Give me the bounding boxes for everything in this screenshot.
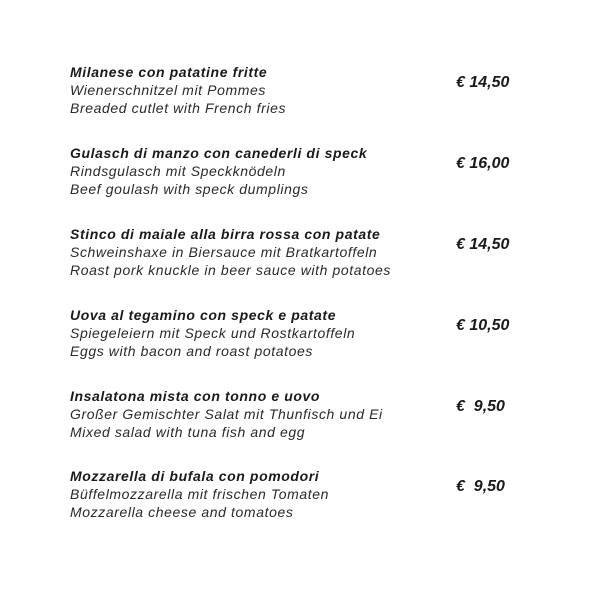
dish-name-german: Wienerschnitzel mit Pommes xyxy=(70,82,266,98)
menu-item-uova xyxy=(70,306,540,366)
dish-name-italian: Insalatona mista con tonno e uovo xyxy=(70,388,321,404)
dish-name-english: Beef goulash with speck dumplings xyxy=(70,181,309,197)
dish-name-english: Mozzarella cheese and tomatoes xyxy=(70,504,294,520)
dish-name-german: Büffelmozzarella mit frischen Tomaten xyxy=(70,486,330,502)
menu-item-text xyxy=(70,225,440,279)
dish-price: € 16,00 xyxy=(456,155,510,172)
dish-name-german: Großer Gemischter Salat mit Thunfisch und Ei xyxy=(70,406,383,422)
dish-name-italian: Mozzarella di bufala con pomodori xyxy=(70,468,320,484)
dish-name-english: Mixed salad with tuna fish and egg xyxy=(70,424,306,440)
dish-price: € 9,50 xyxy=(456,478,505,495)
dish-name-english: Roast pork knuckle in beer sauce with potatoes xyxy=(70,262,391,278)
dish-name-italian: Stinco di maiale alla birra rossa con patate xyxy=(70,226,381,242)
menu-item-gulasch xyxy=(70,144,540,204)
dish-name-italian: Gulasch di manzo con canederli di speck xyxy=(70,145,368,161)
menu-item-text xyxy=(70,144,440,198)
dish-name-german: Rindsgulasch mit Speckknödeln xyxy=(70,163,286,179)
dish-name-english: Breaded cutlet with French fries xyxy=(70,100,287,116)
menu-item-stinco xyxy=(70,225,540,285)
dish-price: € 14,50 xyxy=(456,74,510,91)
menu-item-text xyxy=(70,387,440,441)
dish-name-german: Spiegeleiern mit Speck und Rostkartoffeln xyxy=(70,325,356,341)
menu-item-milanese xyxy=(70,63,540,123)
menu-item-text xyxy=(70,63,440,117)
menu-item-text xyxy=(70,467,440,521)
dish-price: € 9,50 xyxy=(456,398,505,415)
dish-name-italian: Milanese con patatine fritte xyxy=(70,64,268,80)
dish-name-german: Schweinshaxe in Biersauce mit Bratkartoffeln xyxy=(70,244,378,260)
dish-price: € 10,50 xyxy=(456,317,510,334)
dish-price: € 14,50 xyxy=(456,236,510,253)
menu-item-mozzarella xyxy=(70,467,540,527)
dish-name-english: Eggs with bacon and roast potatoes xyxy=(70,343,313,359)
menu-item-text xyxy=(70,306,440,360)
menu-item-insalatona xyxy=(70,387,540,447)
dish-name-italian: Uova al tegamino con speck e patate xyxy=(70,307,337,323)
